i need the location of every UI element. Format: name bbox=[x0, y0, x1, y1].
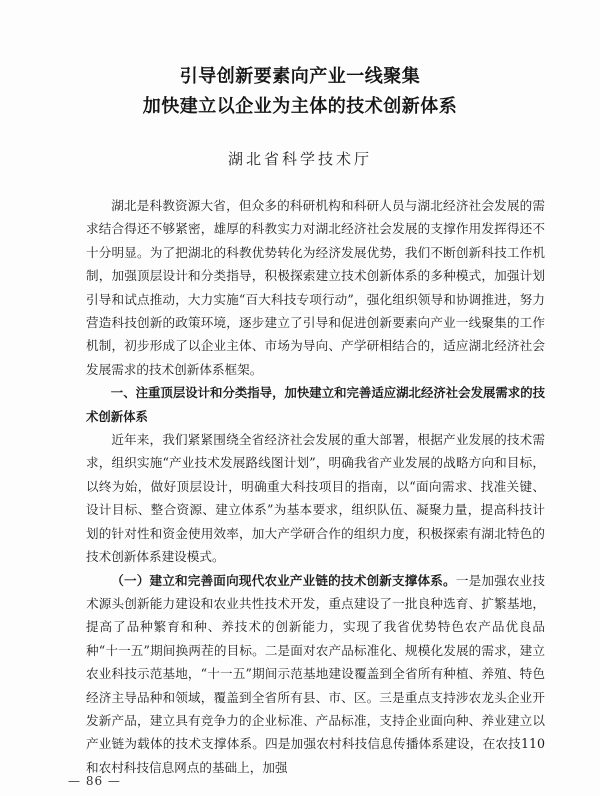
paragraph-3 bbox=[86, 569, 545, 780]
author: 湖北省科学技术厅 bbox=[227, 150, 372, 168]
paragraph-2: 近年来，我们紧紧围绕全省经济社会发展的重大部署，根据产业发展的技术需求，组织实施“产业技术发展路线图计划”，明确我省产业发展的战略方向和目标，以终为始，做好顶层设计，明确重大科技项目的指南，以“面向需求、找准关键、设计目标、整合资源、建立体系”为基本要求，组织队伍、凝聚力量，提高科技计划的针对性和资金使用效率，加大产学研合作的组织力度，积极探索有湖北特色的技术创新体系建设模式。 bbox=[86, 432, 545, 565]
subsection-body-1: 一是加强农业技术源头创新能力建设和农业共性技术开发，重点建设了一批良种选育、扩繁基地，提高了品种繁育和种、养技术的创新能力，实现了我省优势特色农产品优良品种“十一五”期间换两茬的目标。二是面对农产品标准化、规模化发展的需求，建立农业科技示范基地，“十一五”期间示范基地建设覆盖到全省所有种植、养殖、特色经济主导品种和领域，覆盖到全省所有县、市、区。三是重点支持涉农龙头企业开发新产品，建立具有竞争力的企业标准、产品标准，支持企业面向种、养业建立以产业链为载体的技术支撑体系。四是加强农村科技信息传播体系建设，在农技110和农村科技信息网点的基础上，加强 bbox=[86, 572, 546, 775]
paragraph-intro: 湖北是科教资源大省，但众多的科研机构和科研人员与湖北经济社会发展的需求结合得还不够紧密，雄厚的科教实力对湖北经济社会发展的支撑作用发挥得还不十分明显。为了把湖北的科教优势转化为经济发展优势，我们不断创新科技工作机制，加强顶层设计和分类指导，积极探索建立技术创新体系的多种模式，加强计划引导和试点推动，大力实施“百大科技专项行动”，强化组织领导和协调推进，努力营造科技创新的政策环境，逐步建立了引导和促进创新要素向产业一线聚集的工作机制，初步形成了以企业主体、市场为导向、产学研相结合的，适应湖北经济社会发展需求的技术创新体系框架。 bbox=[86, 198, 545, 377]
title-line-2: 加快建立以企业为主体的技术创新体系 bbox=[142, 96, 458, 117]
article-body bbox=[86, 194, 545, 779]
page-number: — 86 — bbox=[68, 774, 121, 788]
title-line-1: 引导创新要素向产业一线聚集 bbox=[179, 66, 421, 87]
section-heading-1: 一、注重顶层设计和分类指导，加快建立和完善适应湖北经济社会发展需求的技术创新体系 bbox=[86, 385, 545, 424]
subsection-title-1: （一）建立和完善面向现代农业产业链的技术创新支撑体系。 bbox=[111, 572, 456, 588]
